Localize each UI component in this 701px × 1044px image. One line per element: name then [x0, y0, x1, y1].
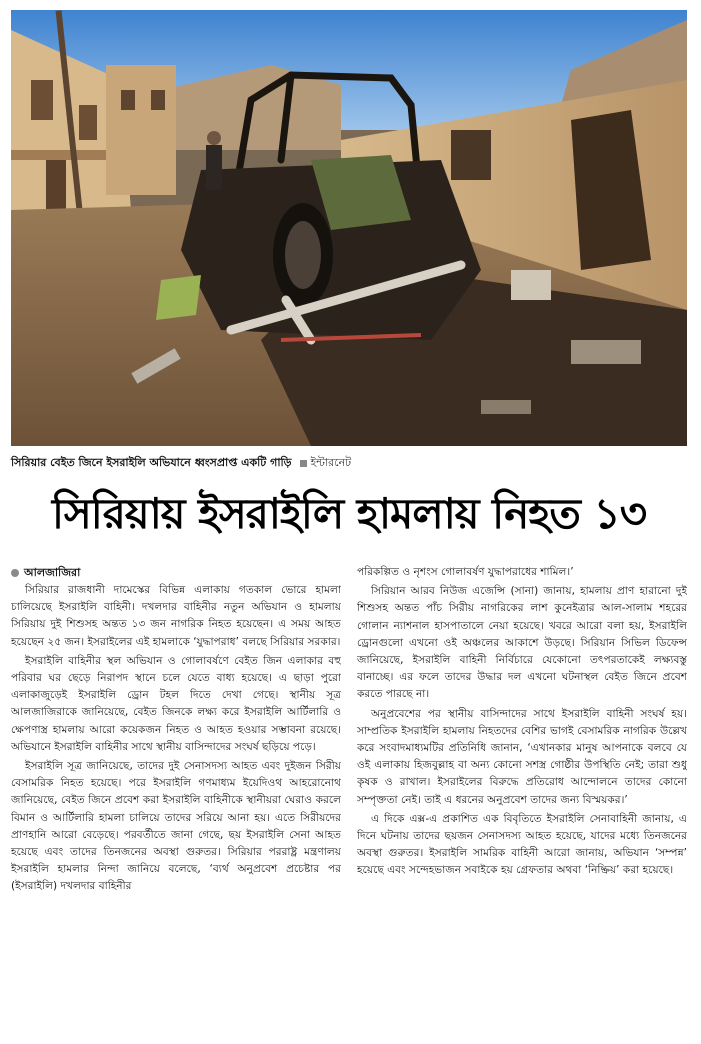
- paragraph: অনুপ্রবেশের পর স্থানীয় বাসিন্দাদের সাথে ইসরাইলি বাহিনী সংঘর্ষ হয়। সাম্প্রতিক ইসরাইলি হামলায় নিহতদের বেশির ভাগই বেসামরিক নাগরিক উল্লেখ করে সংবাদমাধ্যমটির প্রতিনিধি জানান, ‘এখানকার মানুষ আপনাকে বলবে যে ওই এলাকায় হিজবুল্লাহ বা অন্য কোনো সশস্ত্র গোষ্ঠীর উপস্থিতি নেই; তারা শুধু কৃষক ও রাখাল। ইসরাইলের বিরুদ্ধে প্রতিরোধ আন্দোলনে তাদের কোনো সম্পৃক্ততা নেই। তাই এ ধরনের অনুপ্রবেশ তাদের জন্য বিস্ময়কর।’: [357, 707, 687, 806]
- paragraph: ইসরাইলি সূত্র জানিয়েছে, তাদের দুই সেনাসদস্য আহত এবং দুইজন সিরীয় বেসামরিক নিহত হয়েছে। পরে ইসরাইলি গণমাধ্যম ইয়েদিওথ আহরোনোথ জানিয়েছে, বেইত জিনে প্রবেশ করা ইসরাইলি বাহিনীকে স্থানীয়রা ঘেরাও করলে বিমান ও আর্টিলারি হামলা চালিয়ে তাদের সরিয়ে আনা হয়। এতে সিরীয়দের প্রাণহানি আরো বেড়েছে। পরবর্তীতে জানা গেছে, ছয় ইসরাইলি সেনা আহত হয়েছে এবং তাদের তিনজনের অবস্থা গুরুতর। সিরিয়ার পররাষ্ট্র মন্ত্রণালয় ইসরাইলি হামলার নিন্দা জানিয়ে বলেছে, ‘ব্যর্থ অনুপ্রবেশ প্রচেষ্টার পর (ইসরাইলি) দখলদার বাহিনীর: [11, 760, 341, 893]
- paragraph-continuation: পরিকল্পিত ও নৃশংস গোলাবর্ষণ যুদ্ধাপরাধের শামিল।’: [357, 566, 574, 578]
- credit-text: ইন্টারনেট: [310, 455, 352, 469]
- headline: সিরিয়ায় ইসরাইলি হামলায় নিহত ১৩: [51, 488, 647, 538]
- byline: [11, 564, 341, 581]
- credit-square-icon: [300, 460, 307, 467]
- paragraph: ইসরাইলি বাহিনীর স্থল অভিযান ও গোলাবর্ষণে বেইত জিন এলাকার বহু পরিবার ঘর ছেড়ে নিরাপদ স্থানে চলে যেতে বাধ্য হয়েছে। এ ছাড়া পুরো এলাকাজুড়েই ইসরাইলি ড্রোন টহল দিতে দেখা গেছে। স্থানীয় সূত্র আলজাজিরাকে জানিয়েছে, বেইত জিনকে লক্ষ্য করে ইসরাইলি আর্টিলারি ও ক্ষেপণাস্ত্র হামলায় আরো কয়েকজন নিহত ও আহত হওয়ার সম্ভাবনা রয়েছে। অভিযানে ইসরাইলি বাহিনীর সাথে স্থানীয় বাসিন্দাদের সংঘর্ষ ছড়িয়ে পড়ে।: [11, 654, 341, 753]
- paragraph: সিরিয়ান আরব নিউজ এজেন্সি (সানা) জানায়, হামলায় প্রাণ হারানো দুই শিশুসহ অন্তত পাঁচ সিরীয় নাগরিকের লাশ কুনেইত্রার আল-সালাম শহরের গোলান ন্যাশনাল হাসপাতালে নেয়া হয়েছে। খবরে আরো বলা হয়, ইসরাইলি ড্রোনগুলো এখনো ওই অঞ্চলের আকাশে উড়ছে। সিরিয়ান সিভিল ডিফেন্স জানিয়েছে, ইসরাইলি বাহিনী নির্বিচারে যেকোনো তৎপরতাকেই লক্ষ্যবস্তু বানাচ্ছে। এর ফলে তাদের উদ্ধার দল এখনো ঘটনাস্থল বেইত জিনে প্রবেশ করতে পারছে না।: [357, 585, 687, 701]
- caption-text: সিরিয়ার বেইত জিনে ইসরাইলি অভিযানে ধ্বংসপ্রাপ্ত একটি গাড়ি: [11, 455, 292, 469]
- paragraph: এ দিকে এক্স-এ প্রকাশিত এক বিবৃতিতে ইসরাইলি সেনাবাহিনী জানায়, এ দিনে ঘটনায় তাদের ছয়জন সেনাসদস্য আহত হয়েছে, যাদের মধ্যে তিনজনের অবস্থা গুরুতর। ইসরাইলি সামরিক বাহিনী আরো জানায়, অভিযান ‘সম্পন্ন’ হয়েছে এবং সন্দেহভাজন সবাইকে হয় গ্রেফতার অথবা ‘নিষ্ক্রিয়’ করা হয়েছে।: [357, 812, 687, 877]
- paragraph: সিরিয়ার রাজধানী দামেস্কের বিভিন্ন এলাকায় গতকাল ভোরে হামলা চালিয়েছে ইসরাইলি বাহিনী। দখলদার বাহিনীর নতুন অভিযান ও হামলায় সিরিয়ায় দুই শিশুসহ অন্তত ১৩ জন নাগরিক নিহত হয়েছেন। এ সময় আহত হয়েছেন ২৫ জন। ইসরাইলের এই হামলাকে ‘যুদ্ধাপরাধ’ বলছে সিরিয়ার সরকার।: [11, 584, 341, 648]
- news-photo: [11, 10, 687, 446]
- left-column: [11, 564, 341, 1036]
- article-body: [11, 564, 687, 1036]
- right-column: [357, 564, 687, 1036]
- photo-caption: [11, 452, 687, 474]
- bullet-icon: [11, 569, 19, 577]
- photo-credit: [300, 454, 352, 473]
- destroyed-vehicle-photo: [11, 10, 687, 446]
- byline-text: আলজাজিরা: [24, 565, 81, 579]
